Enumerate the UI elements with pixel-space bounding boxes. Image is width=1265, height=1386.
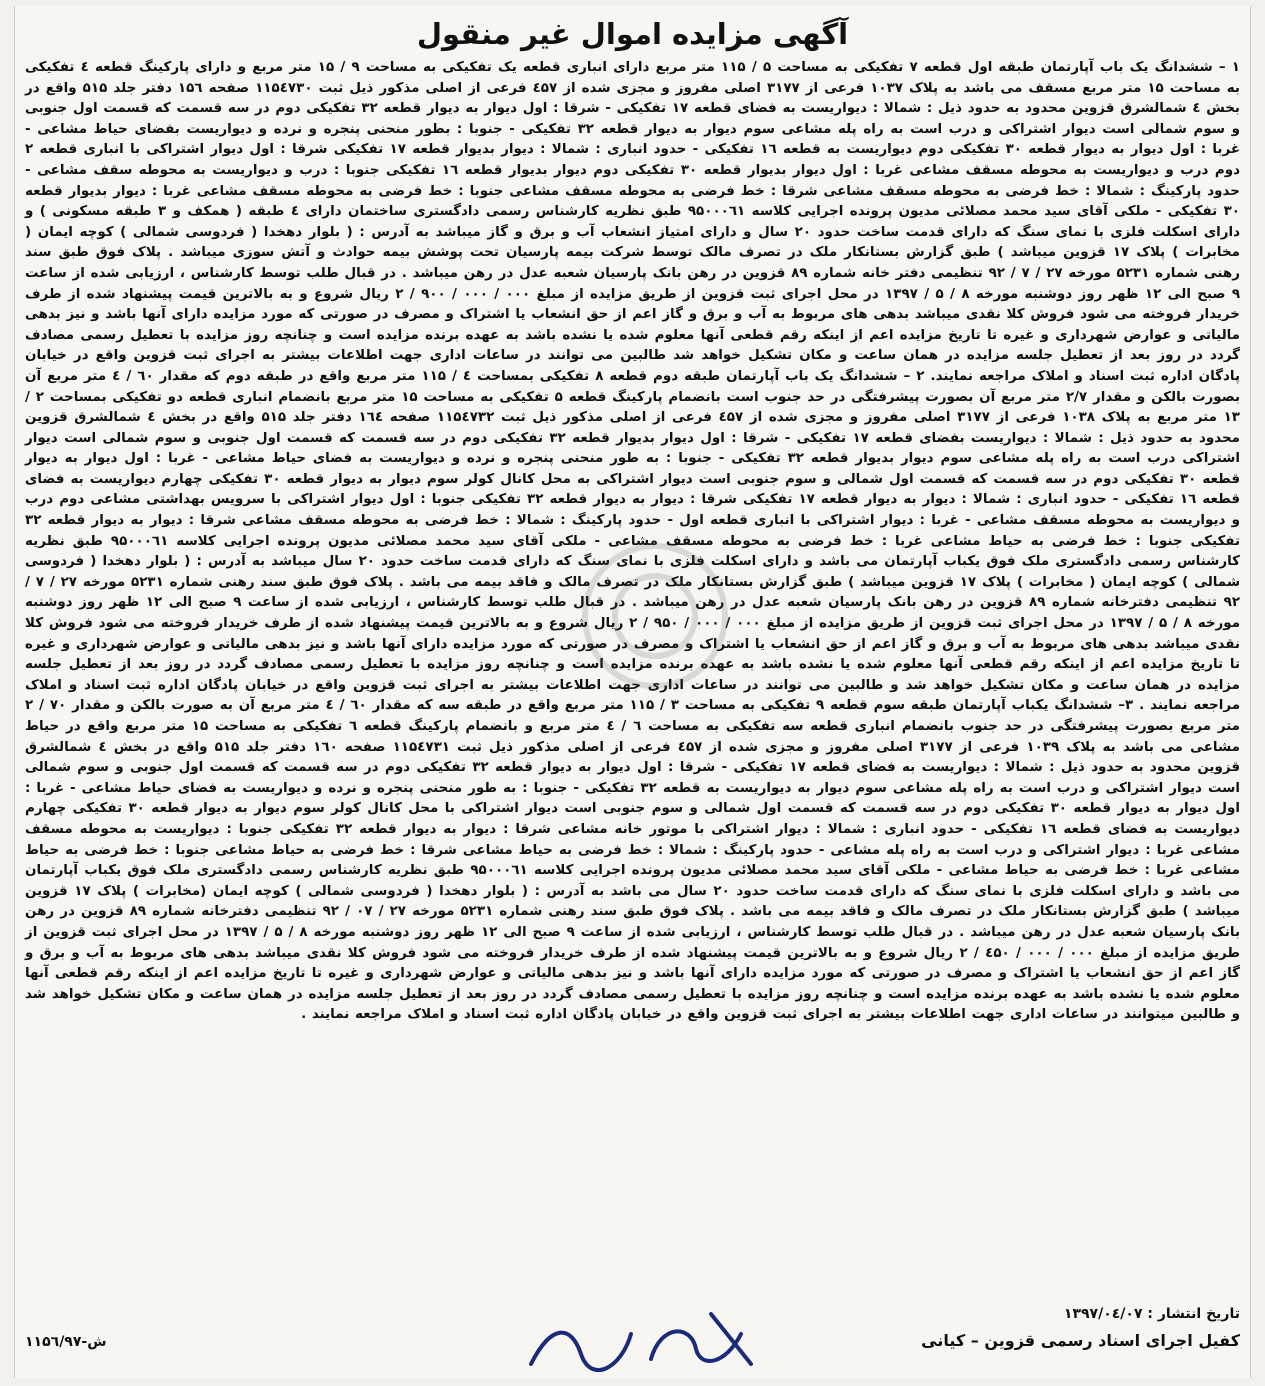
notice-body: ۱ – ششدانگ یک باب آپارتمان طبقه اول قطعه ۷ تفکیکی به مساحت ۵ / ۱۱۵ متر مربع دارای انباری قطعه یک تفکیکی به مساحت ۹ / ۱۵ متر مربع و دارای پارکینگ قطعه ٤ تفکیکی به مساحت ۱۵ متر مربع مسقف می باشد به پلاک ۱۰۳۷ فرعی از ۳۱۷۷ اصلی مفروز و مجزی شده از ٤۵۷ فرعی از اصلی مذکور ذیل ثبت ۱۱۵٤۷۳۰ صفحه ۱۵٦ دفتر جلد ۵۱۵ واقع در بخش ٤ شمالشرق قزوین محدود به حدود ذیل : شمالا : دیواریست به فضای قطعه ۱۷ تفکیکی - شرقا : اول دیوار به دیوار قطعه ۳۲ تفکیکی دوم در سه قسمت که قسمت اول جنوبی و سوم شمالی است دیوار اشتراکی و درب است به راه پله مشاعی سوم دیوار به دیوار قطعه ۳۲ تفکیکی - جنوبا : بطور منحنی پنجره و نرده و دیواریست بفضای حیاط مشاعی - غربا : اول دیوار به دیوار قطعه ۳۰ تفکیکی دوم دیواریست به قطعه ۱٦ تفکیکی - حدود انباری : شمالا : دیوار بدیوار قطعه ۱۷ تفکیکی شرقا : اول دیوار اشتراکی با انباری قطعه ۲ دوم درب و دیواریست به محوطه مسقف مشاعی غربا : اول دیوار بدیوار قطعه ۳۰ تفکیکی دوم دیوار بدیوار قطعه ۱٦ تفکیکی جنوبا : درب و دیواریست به محوطه سقف مشاعی - حدود پارکینگ : شمالا : خط فرضی به محوطه مسقف مشاعی شرقا : خط فرضی به محوطه مسقف مشاعی جنوبا : خط فرضی به محوطه مسقف مشاعی غربا : دیوار بدیوار قطعه ۳۰ تفکیکی - ملکی آقای سید محمد مصلائی مدیون پرونده اجرایی کلاسه ۹۵۰۰۰٦۱ طبق نظریه کارشناس رسمی دادگستری ساختمان دارای ٤ طبقه ( همکف و ۳ طبقه مسکونی ) و دارای اسکلت فلزی با نمای سنگ که دارای قدمت ساخت حدود ۲۰ سال و دارای امتیاز انشعاب آب و برق و گاز میباشد به آدرس : ( بلوار دهخدا ( فردوسی شمالی ) کوچه ایمان ( مخابرات ) پلاک ۱۷ قزوین میباشد ) طبق گزارش بستانکار ملک در تصرف مالک توسط شرکت بیمه پارسیان تحت پوشش بیمه حوادث و آتش سوزی میباشد . پلاک فوق طبق سند رهنی شماره ۵۲۳۱ مورخه ۲۷ / ۷ / ۹۲ تنظیمی دفتر خانه شماره ۸۹ قزوین در رهن بانک پارسیان شعبه عدل در رهن میباشد . در قبال طلب توسط کارشناس ، ارزیابی شده از ساعت ۹ صبح الی ۱۲ ظهر روز دوشنبه مورخه ۸ / ۵ / ۱۳۹۷ در محل اجرای ثبت قزوین از طریق مزایده از مبلغ ۰۰۰ / ۰۰۰ / ۹۰۰ / ۲ ریال شروع و به بالاترین قیمت پیشنهاد شده از طرف خریدار فروخته می شود فروش کلا نقدی میباشد بدهی های مربوط به آب و برق و گاز اعم از حق انشعاب یا اشتراک و مصرف در صورتی که مورد مزایده دارای آنها باشد و نیز بدهی مالیاتی و عوارض شهرداری و غیره تا تاریخ مزایده اعم از اینکه رقم قطعی آنها معلوم شده یا نشده باشد به عهده برنده مزایده است و چنانچه روز مزایده با تعطیل رسمی مصادف گردد در روز بعد از تعطیل جلسه مزایده در همان ساعت و مکان تشکیل خواهد شد طالبین می توانند در ساعات اداری جهت اطلاعات بیشتر به اجرای ثبت قزوین واقع در خیابان پادگان اداره ثبت اسناد و املاک مراجعه نمایند. ۲ – ششدانگ یک باب آپارتمان طبقه دوم قطعه ۸ تفکیکی بمساحت ٤ / ۱۱۵ متر مربع واقع در طبقه دوم که مقدار ٦۰ / ٤ متر مربع آن بصورت بالکن و مقدار ۲/۷ متر مربع آن بصورت پیشرفتگی در حد جنوب است بانضمام پارکینگ قطعه ۵ تفکیکی به مساحت ۱۵ متر مربع بانضمام انباری قطعه دو تفکیکی بمساحت ۲ / ۱۳ متر مربع به پلاک ۱۰۳۸ فرعی از ۳۱۷۷ اصلی مفروز و مجزی شده از ٤۵۷ فرعی از اصلی مذکور ذیل ثبت ۱۱۵٤۷۳۲ صفحه ۱٦٤ دفتر جلد ۵۱۵ واقع در بخش ٤ شمالشرق قزوین محدود به حدود ذیل : شمالا : دیواریست بفضای قطعه ۱۷ تفکیکی - شرقا : اول دیوار بدیوار قطعه ۳۲ تفکیکی دوم در سه قسمت که قسمت اول جنوبی و سوم شمالی است دیوار اشتراکی درب است به راه پله مشاعی سوم دیوار بدیوار قطعه ۳۲ تفکیکی - جنوبا : به طور منحنی پنجره و نرده و دیواریست به فضای حیاط مشاعی - غربا : اول دیوار به دیوار قطعه ۳۰ تفکیکی دوم در سه قسمت که قسمت اول شمالی و سوم جنوبی است دیوار اشتراکی به محل کانال کولر سوم دیوار به دیوار قطعه ۳۰ تفکیکی چهارم دیواریست به فضای قطعه ۱٦ تفکیکی - حدود انباری : شمالا : دیوار به دیوار قطعه ۱۷ تفکیکی شرقا : دیوار به دیوار قطعه ۳۲ تفکیکی جنوبا : اول دیوار اشتراکی با سرویس بهداشتی مشاعی دوم درب و دیواریست به محوطه مسقف مشاعی - غربا : دیوار اشتراکی با انباری قطعه اول - حدود پارکینگ : شمالا : خط فرضی به محوطه مسقف مشاعی شرقا : دیوار به دیوار قطعه ۳۲ تفکیکی جنوبا : خط فرضی به حیاط مشاعی غربا : خط فرضی به محوطه مسقف مشاعی - ملکی آقای سید محمد مصلائی مدیون پرونده اجرایی کلاسه ۹۵۰۰۰٦۱ طبق نظریه کارشناس رسمی دادگستری ملک فوق یکباب آپارتمان می باشد و دارای اسکلت فلزی با نمای سنگ که دارای قدمت ساخت حدود ۲۰ سال میباشد به آدرس : ( بلوار دهخدا ( فردوسی شمالی ) کوچه ایمان ( مخابرات ) پلاک ۱۷ قزوین میباشد ) طبق گزارش بستانکار ملک در تصرف مالک و فاقد بیمه می باشد . پلاک فوق طبق سند رهنی شماره ۵۲۳۱ مورخه ۲۷ / ۷ / ۹۲ تنظیمی دفترخانه شماره ۸۹ قزوین در رهن بانک پارسیان شعبه عدل در رهن میباشد . در قبال طلب توسط کارشناس ، ارزیابی شده از ساعت ۹ صبح الی ۱۲ ظهر روز دوشنبه مورخه ۸ / ۵ / ۱۳۹۷ در محل اجرای ثبت قزوین از طریق مزایده از مبلغ ۰۰۰ / ۰۰۰ / ۹۵۰ / ۲ ریال شروع و به بالاترین قیمت پیشنهاد شده از طرف خریدار فروخته می شود فروش کلا نقدی میباشد بدهی های مربوط به آب و برق و گاز اعم از حق انشعاب یا اشتراک و مصرف در صورتی که مورد مزایده دارای آنها باشد و نیز بدهی مالیاتی و عوارض شهرداری و غیره تا تاریخ مزایده اعم از اینکه رقم قطعی آنها معلوم شده یا نشده باشد به عهده برنده مزایده است و چنانچه روز مزایده با تعطیل رسمی مصادف گردد در روز بعد از تعطیل جلسه مزایده در همان ساعت و مکان تشکیل خواهد شد و طالبین می توانند در ساعات اداری جهت اطلاعات بیشتر به اجرای ثبت قزوین واقع در خیابان پادگان اداره ثبت اسناد و املاک مراجعه نمایند . ۳– ششدانگ یکباب آپارتمان طبقه سوم قطعه ۹ تفکیکی به مساحت ۳ / ۱۱۵ متر مربع واقع در طبقه سه که مقدار ٦۰ / ٤ متر مربع آن به صورت بالکن و مقدار ۷۰ / ۲ متر مربع بصورت پیشرفتگی در حد جنوب بانضمام انباری قطعه سه تفکیکی به مساحت ٦ / ٤ متر مربع و بانضمام پارکینگ قطعه ٦ تفکیکی به مساحت ۱۵ متر مربع واقع در حیاط مشاعی می باشد به پلاک ۱۰۳۹ فرعی از ۳۱۷۷ اصلی مفروز و مجزی شده از ٤۵۷ فرعی از اصلی مذکور ذیل ثبت ۱۱۵٤۷۳۱ صفحه ۱٦۰ دفتر جلد ۵۱۵ واقع در بخش ٤ شمالشرق قزوین محدود به حدود ذیل : شمالا : دیواریست به فضای قطعه ۱۷ تفکیکی - شرقا : اول دیوار به دیوار قطعه ۳۲ تفکیکی دوم در سه قسمت که قسمت اول جنوبی و سوم شمالی است دیوار اشتراکی و درب است به راه پله مشاعی سوم دیوار به دیواریست به قطعه ۳۲ تفکیکی - جنوبا : به طور منحنی پنجره و نرده و دیواریست به فضای حیاط مشاعی - غربا : اول دیوار به دیوار قطعه ۳۰ تفکیکی دوم در سه قسمت که قسمت اول شمالی و سوم جنوبی است دیوار اشتراکی با محل کانال کولر سوم دیوار به دیوار قطعه ۳۰ تفکیکی چهارم دیواریست به فضای قطعه ۱٦ تفکیکی - حدود انباری : شمالا : دیوار اشتراکی با موتور خانه مشاعی شرقا : دیوار به دیوار قطعه ۳۲ تفکیکی جنوبا : دیواریست به محوطه مسقف مشاعی غربا : دیوار اشتراکی و درب است به راه پله مشاعی - حدود پارکینگ : شمالا : خط فرضی به حیاط مشاعی شرقا : خط فرضی به حیاط مشاعی جنوبا : خط فرضی به حیاط مشاعی غربا : خط فرضی به حیاط مشاعی - ملکی آقای سید محمد مصلائی مدیون پرونده اجرایی کلاسه ۹۵۰۰۰٦۱ طبق نظریه کارشناس رسمی دادگستری ملک فوق یکباب آپارتمان می باشد و دارای اسکلت فلزی با نمای سنگ که دارای قدمت ساخت حدود ۲۰ سال می باشد به آدرس : ( بلوار دهخدا ( فردوسی شمالی ) کوچه ایمان (مخابرات ) پلاک ۱۷ قزوین میباشد ) طبق گزارش بستانکار ملک در تصرف مالک و فاقد بیمه می باشد . پلاک فوق طبق سند رهنی شماره ۵۲۳۱ مورخه ۲۷ / ۰۷ / ۹۲ تنظیمی دفترخانه شماره ۸۹ قزوین در رهن بانک پارسیان شعبه عدل در رهن میباشد . در قبال طلب توسط کارشناس ، ارزیابی شده از ساعت ۹ صبح الی ۱۲ ظهر روز دوشنبه مورخه ۸ / ۵ / ۱۳۹۷ در محل اجرای ثبت قزوین از طریق مزایده از مبلغ ۰۰۰ / ۰۰۰ / ٤۵۰ / ۲ ریال شروع و به بالاترین قیمت پیشنهاد شده از طرف خریدار فروخته می شود فروش کلا نقدی میباشد بدهی های مربوط به آب و برق و گاز اعم از حق انشعاب یا اشتراک و مصرف در صورتی که مورد مزایده دارای آنها باشد و نیز بدهی مالیاتی و عوارض شهرداری و غیره تا تاریخ مزایده اعم از اینکه رقم قطعی آنها معلوم شده یا نشده باشد به عهده برنده مزایده است و چنانچه روز مزایده با تعطیل رسمی مصادف گردد در روز بعد از تعطیل جلسه مزایده در همان ساعت و مکان تشکیل خواهد شد و طالبین میتوانند در ساعات اداری جهت اطلاعات بیشتر به اجرای ثبت قزوین واقع در خیابان پادگان اداره ثبت اسناد و املاک مراجعه نمایند . xyxy=(25,60,1241,1023)
notice-title: آگهی مزایده اموال غیر منقول xyxy=(416,17,849,51)
notice-code: ۱۱۵٦/۹۷-ش xyxy=(25,1334,107,1350)
newspaper-clipping xyxy=(14,6,1251,1378)
handwritten-stamp-number xyxy=(511,1304,771,1374)
signature-line: کفیل اجرای اسناد رسمی قزوین – کیانی xyxy=(921,1331,1240,1350)
notice-footer xyxy=(25,1304,1240,1374)
publish-date: تاریخ انتشار : ۱۳۹۷/۰٤/۰۷ xyxy=(1063,1306,1240,1322)
